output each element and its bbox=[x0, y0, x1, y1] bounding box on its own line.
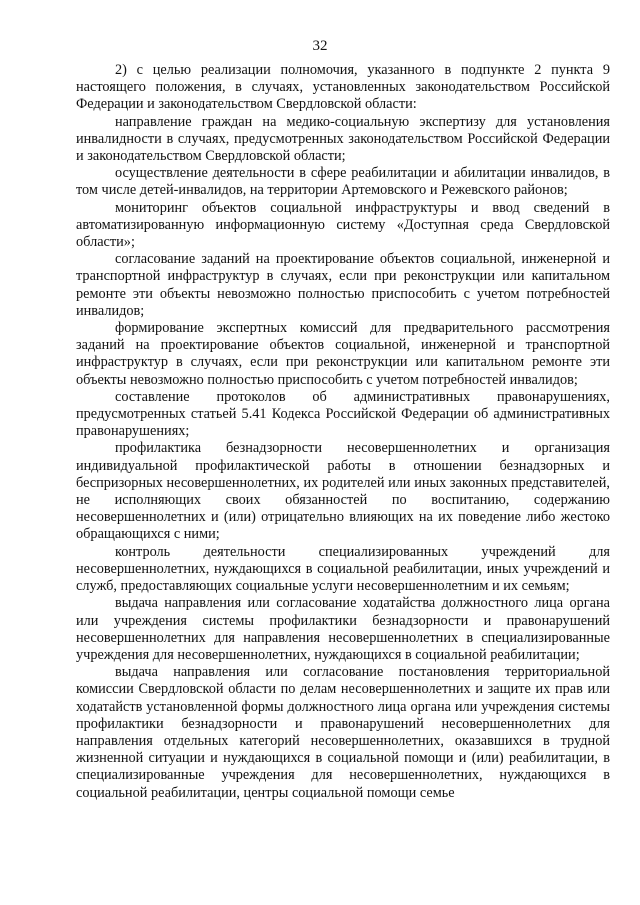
paragraph-intro: 2) с целью реализации полномочия, указанного в подпункте 2 пункта 9 настоящего положения, в случаях, установленных законодательством Российской Федерации и законодательством Свердловской области: bbox=[76, 62, 610, 113]
paragraph-item: согласование заданий на проектирование объектов социальной, инженерной и транспортной инфраструктур в случаях, если при реконструкции или капитальном ремонте эти объекты невозможно полностью приспособить с учетом потребностей инвалидов; bbox=[76, 251, 610, 319]
paragraph-item: направление граждан на медико-социальную экспертизу для установления инвалидности в случаях, предусмотренных законодательством Российской Федерации и законодательством Свердловской области; bbox=[76, 113, 610, 165]
page-number: 32 bbox=[312, 38, 328, 54]
document-body bbox=[76, 62, 610, 802]
paragraph-item: контроль деятельности специализированных учреждений для несовершеннолетних, нуждающихся в социальной реабилитации, иных учреждений и служб, предоставляющих социальные услуги несовершеннолетним и их семьям; bbox=[76, 543, 610, 595]
paragraph-item: выдача направления или согласование ходатайства должностного лица органа или учреждения системы профилактики безнадзорности и правонарушений несовершеннолетних для направления несовершеннолетних в специализированные учреждения для несовершеннолетних, нуждающихся в социальной реабилитации; bbox=[76, 595, 610, 663]
paragraph-item: составление протоколов об административных правонарушениях, предусмотренных статьей 5.41 Кодекса Российской Федерации об административных правонарушениях; bbox=[76, 388, 610, 440]
paragraph-item: формирование экспертных комиссий для предварительного рассмотрения заданий на проектирование объектов социальной, инженерной и транспортной инфраструктур в случаях, если при реконструкции или капитальном ремонте эти объекты невозможно полностью приспособить с учетом потребностей инвалидов; bbox=[76, 320, 610, 388]
paragraph-item: мониторинг объектов социальной инфраструктуры и ввод сведений в автоматизированную информационную систему «Доступная среда Свердловской области»; bbox=[76, 199, 610, 251]
paragraph-item: выдача направления или согласование постановления территориальной комиссии Свердловской области по делам несовершеннолетних и защите их прав или ходатайств установленной формы должностного лица органа или учреждения системы профилактики безнадзорности и правонарушений несовершеннолетних для направления отдельных категорий несовершеннолетних, оказавшихся в трудной жизненной ситуации и нуждающихся в социальной помощи и (или) реабилитации, в специализированные учреждения для несовершеннолетних, нуждающихся в социальной реабилитации, центры социальной помощи семье bbox=[76, 664, 610, 801]
paragraph-item: осуществление деятельности в сфере реабилитации и абилитации инвалидов, в том числе детей-инвалидов, на территории Артемовского и Режевского районов; bbox=[76, 165, 610, 199]
paragraph-item: профилактика безнадзорности несовершеннолетних и организация индивидуальной профилактической работы в отношении безнадзорных и беспризорных несовершеннолетних, их родителей или иных законных представителей, не исполняющих своих обязанностей по воспитанию, содержанию несовершеннолетних и (или) отрицательно влияющих на их поведение либо жестоко обращающихся с ними; bbox=[76, 440, 610, 543]
